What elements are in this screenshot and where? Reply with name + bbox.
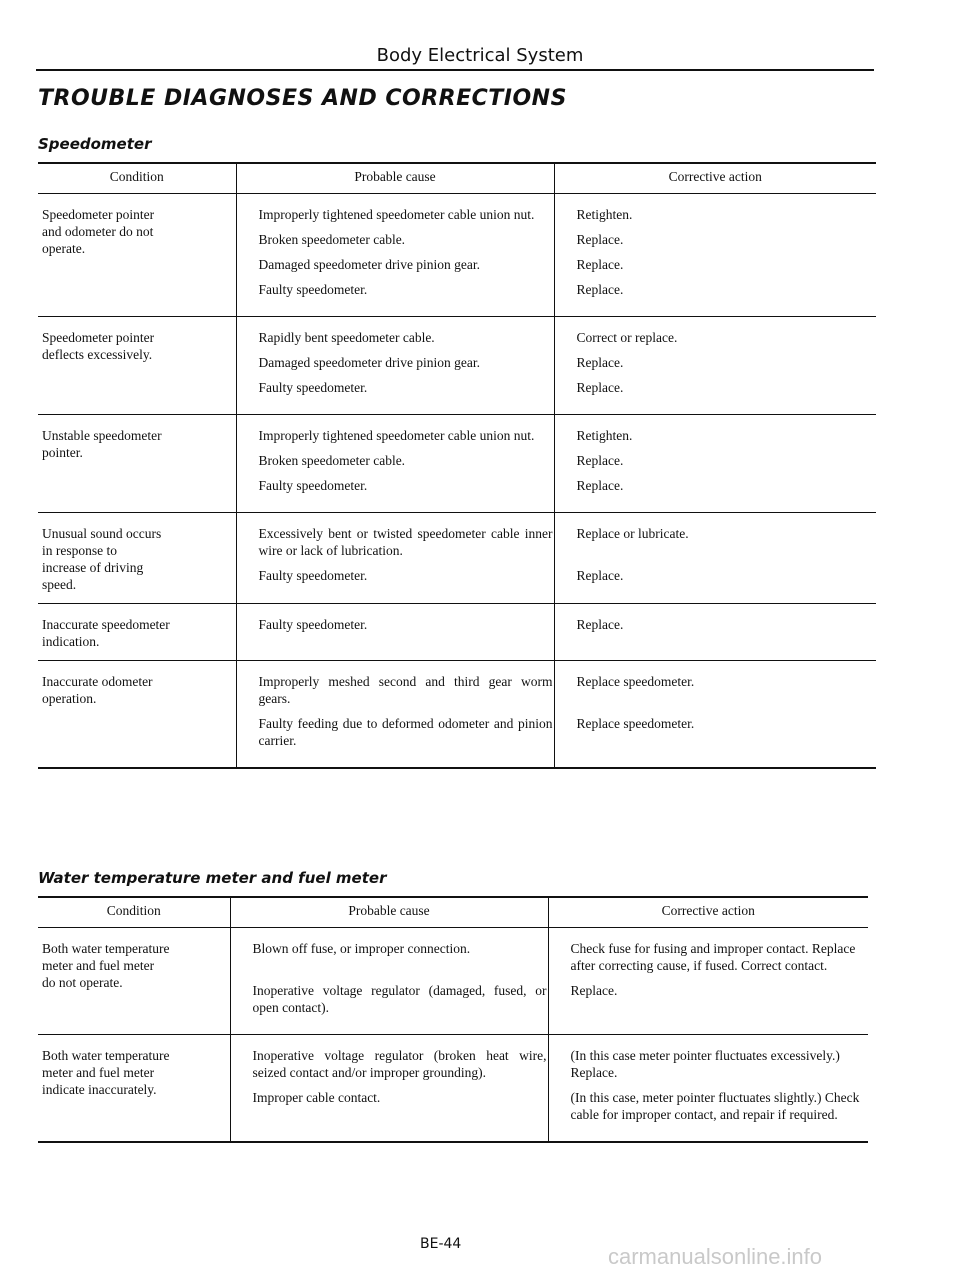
condition-line: Unstable speedometer — [42, 428, 162, 443]
table-row — [38, 194, 876, 317]
table-row — [38, 661, 876, 769]
condition-cell — [38, 928, 230, 1035]
probable-cause: Broken speedometer cable. — [258, 453, 406, 468]
condition-line: indication. — [42, 634, 100, 649]
corrective-action: Replace. — [576, 568, 624, 583]
corrective-action: Replace speedometer. — [576, 716, 695, 731]
condition-cell — [38, 194, 236, 317]
condition-cell — [38, 604, 236, 661]
table-row — [38, 1035, 868, 1143]
corrective-action: Retighten. — [576, 428, 633, 443]
condition-line: meter and fuel meter — [42, 958, 155, 973]
corrective-action: Replace. — [576, 380, 624, 395]
corrective-action: Replace. — [576, 617, 624, 632]
probable-cause: Inoperative voltage regulator (broken heat wire, seized contact and/or improper grounding). — [252, 1048, 547, 1080]
col-header-corrective-action: Corrective action — [554, 163, 876, 194]
col-header-condition: Condition — [38, 897, 230, 928]
corrective-action-cell — [554, 661, 876, 769]
probable-cause: Faulty speedometer. — [258, 282, 368, 297]
corrective-action-cell — [548, 1035, 868, 1143]
corrective-action: (In this case, meter pointer fluctuates slightly.) Check cable for improper contact, and repair if required. — [570, 1090, 860, 1122]
condition-cell — [38, 317, 236, 415]
probable-cause: Damaged speedometer drive pinion gear. — [258, 257, 481, 272]
condition-line: indicate inaccurately. — [42, 1082, 157, 1097]
condition-line: Speedometer pointer — [42, 330, 155, 345]
probable-cause: Faulty feeding due to deformed odometer and pinion carrier. — [258, 716, 553, 748]
condition-line: deflects excessively. — [42, 347, 153, 362]
probable-cause-cell — [236, 415, 554, 513]
probable-cause: Improperly tightened speedometer cable union nut. — [258, 207, 535, 222]
corrective-action-cell — [554, 513, 876, 604]
condition-line: Unusual sound occurs — [42, 526, 162, 541]
probable-cause: Blown off fuse, or improper connection. — [252, 941, 471, 956]
condition-line: operation. — [42, 691, 97, 706]
corrective-action: Replace or lubricate. — [576, 526, 689, 541]
corrective-action: Replace. — [576, 257, 624, 272]
condition-line: operate. — [42, 241, 86, 256]
condition-cell — [38, 513, 236, 604]
probable-cause-cell — [236, 513, 554, 604]
probable-cause-cell — [236, 661, 554, 769]
probable-cause: Faulty speedometer. — [258, 617, 368, 632]
corrective-action: Correct or replace. — [576, 330, 678, 345]
corrective-action-cell — [554, 604, 876, 661]
section-title-speedometer: Speedometer — [38, 135, 152, 153]
probable-cause: Faulty speedometer. — [258, 478, 368, 493]
probable-cause-cell — [236, 604, 554, 661]
probable-cause-cell — [236, 194, 554, 317]
corrective-action-cell — [554, 194, 876, 317]
watermark: carmanualsonline.info — [608, 1244, 823, 1269]
corrective-action: Replace. — [576, 478, 624, 493]
corrective-action: Replace. — [570, 983, 618, 998]
condition-cell — [38, 661, 236, 769]
corrective-action-cell — [548, 928, 868, 1035]
col-header-condition: Condition — [38, 163, 236, 194]
water-fuel-table — [38, 896, 868, 1143]
table-body — [38, 194, 876, 769]
condition-line: increase of driving — [42, 560, 144, 575]
condition-line: Both water temperature — [42, 941, 170, 956]
condition-line: Speedometer pointer — [42, 207, 155, 222]
probable-cause: Inoperative voltage regulator (damaged, fused, or open contact). — [252, 983, 547, 1015]
corrective-action: Replace. — [576, 232, 624, 247]
probable-cause: Improperly meshed second and third gear worm gears. — [258, 674, 553, 706]
corrective-action-cell — [554, 317, 876, 415]
condition-line: in response to — [42, 543, 117, 558]
condition-line: speed. — [42, 577, 77, 592]
page-number: BE-44 — [420, 1236, 462, 1252]
section-title-water-fuel: Water temperature meter and fuel meter — [38, 869, 387, 887]
corrective-action: Replace. — [576, 355, 624, 370]
condition-line: pointer. — [42, 445, 83, 460]
corrective-action: (In this case meter pointer fluctuates excessively.) Replace. — [570, 1048, 840, 1080]
header-rule — [36, 69, 874, 71]
corrective-action: Replace. — [576, 282, 624, 297]
col-header-probable-cause: Probable cause — [230, 897, 548, 928]
probable-cause: Broken speedometer cable. — [258, 232, 406, 247]
table-row — [38, 513, 876, 604]
probable-cause: Rapidly bent speedometer cable. — [258, 330, 435, 345]
corrective-action: Replace speedometer. — [576, 674, 695, 689]
condition-line: Inaccurate odometer — [42, 674, 153, 689]
probable-cause: Damaged speedometer drive pinion gear. — [258, 355, 481, 370]
probable-cause: Improperly tightened speedometer cable union nut. — [258, 428, 535, 443]
corrective-action-cell — [554, 415, 876, 513]
page-title: TROUBLE DIAGNOSES AND CORRECTIONS — [38, 86, 567, 111]
probable-cause-cell — [236, 317, 554, 415]
probable-cause: Faulty speedometer. — [258, 568, 368, 583]
table-row — [38, 317, 876, 415]
col-header-probable-cause: Probable cause — [236, 163, 554, 194]
condition-line: Both water temperature — [42, 1048, 170, 1063]
condition-line: do not operate. — [42, 975, 123, 990]
condition-cell — [38, 415, 236, 513]
probable-cause: Excessively bent or twisted speedometer cable inner wire or lack of lubrication. — [258, 526, 553, 558]
corrective-action: Replace. — [576, 453, 624, 468]
corrective-action: Check fuse for fusing and improper contact. Replace after correcting cause, if fused. Correct contact. — [570, 941, 856, 973]
condition-cell — [38, 1035, 230, 1143]
probable-cause-cell — [230, 1035, 548, 1143]
col-header-corrective-action: Corrective action — [548, 897, 868, 928]
running-header: Body Electrical System — [376, 45, 584, 66]
corrective-action: Retighten. — [576, 207, 633, 222]
table-row — [38, 928, 868, 1035]
table-row — [38, 415, 876, 513]
condition-line: meter and fuel meter — [42, 1065, 155, 1080]
condition-line: and odometer do not — [42, 224, 154, 239]
table-row — [38, 604, 876, 661]
speedometer-table — [38, 162, 876, 769]
probable-cause: Faulty speedometer. — [258, 380, 368, 395]
probable-cause: Improper cable contact. — [252, 1090, 381, 1105]
probable-cause-cell — [230, 928, 548, 1035]
condition-line: Inaccurate speedometer — [42, 617, 170, 632]
table-body — [38, 928, 868, 1143]
